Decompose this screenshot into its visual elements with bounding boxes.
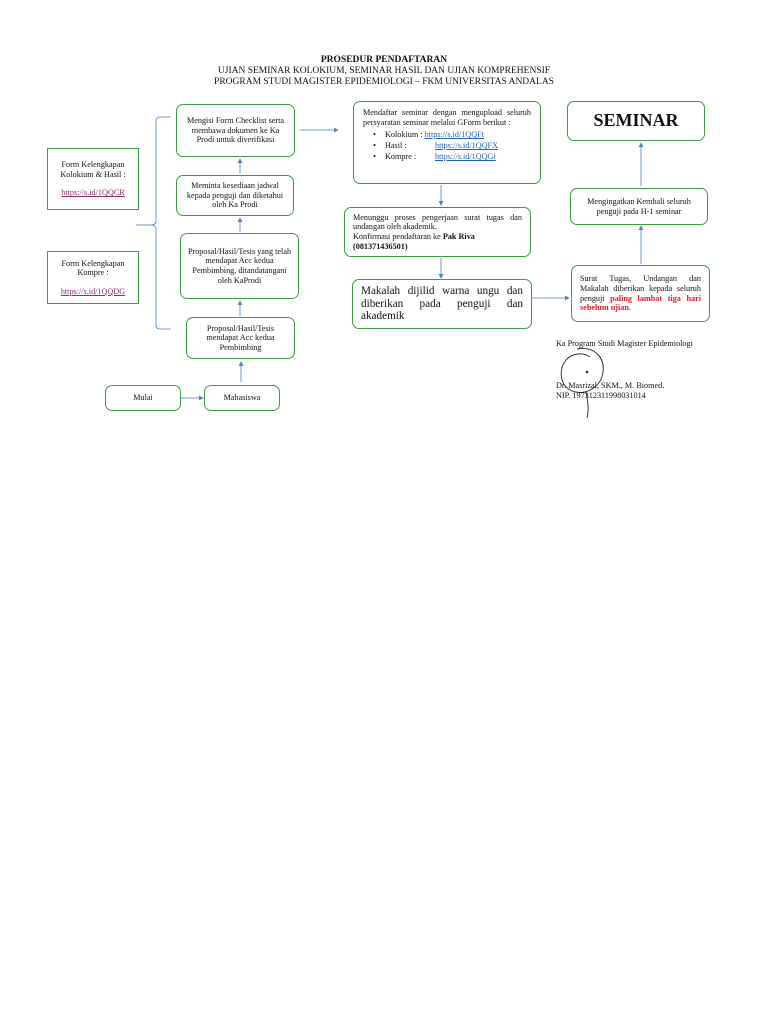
start-label: Mulai (133, 393, 153, 403)
makalah-label: Makalah dijilid warna ungu dan diberikan pada penguji dan akademik (361, 285, 523, 323)
step-schedule-label: Meminta kesediaan jadwal kepada penguji dan diketahui oleh Ka Prodi (186, 181, 284, 210)
step-checklist-box (176, 104, 295, 157)
form-kolokium-label: Form Kelengkapan Kolokium & Hasil : (60, 160, 126, 179)
contact-phone: (081371436501) (353, 241, 408, 251)
signature-nip: NIP. 197312311998031014 (556, 391, 646, 400)
register-link-hasil[interactable]: https://s.id/1QQFX (435, 141, 499, 151)
page-subtitle: UJIAN SEMINAR KOLOKIUM, SEMINAR HASIL DAN UJIAN KOMPREHENSIF (217, 66, 551, 76)
bracket-left (151, 117, 171, 329)
makalah-box (352, 279, 532, 329)
page-title: PROSEDUR PENDAFTARAN (320, 55, 448, 65)
surat-label: Surat Tugas, Undangan dan Makalah diberikan kepada seluruh penguji paling lambat tiga hari sebelum ujian. (580, 274, 702, 313)
register-item-kolokium: • Kolokium : https://s.id/1QQFt (385, 129, 531, 140)
register-box (353, 101, 541, 184)
surat-deadline: paling lambat tiga hari sebelum ujian (580, 293, 702, 313)
waiting-box (344, 207, 531, 257)
step-acc-label: Proposal/Hasil/Tesis mendapat Acc kedua Pembimbing (206, 323, 275, 352)
form-kompre-link[interactable]: https://s.id/1QQDG (60, 286, 126, 296)
step-signed-label: Proposal/Hasil/Tesis yang telah mendapat Acc kedua Pembimbing, ditandatangani oleh KaProdi (187, 246, 292, 285)
seminar-label: SEMINAR (593, 110, 679, 131)
register-link-kolokium[interactable]: https://s.id/1QQFt (424, 130, 484, 140)
step-checklist-label: Mengisi Form Checklist serta membawa dokumen ke Ka Prodi untuk diverifikasi (186, 116, 285, 145)
step-acc-box (186, 317, 295, 359)
surat-box (571, 265, 710, 322)
form-kompre-label: Form Kelengkapan Kompre : (61, 258, 125, 278)
remind-label: Mengingatkan Kembali seluruh penguji pada H-1 seminar (587, 196, 691, 216)
signature-name: Dr. Masrizal, SKM., M. Biomed. (556, 381, 665, 390)
seminar-box (567, 101, 705, 141)
mahasiswa-label: Mahasiswa (223, 393, 261, 403)
form-kompre-box (47, 251, 139, 304)
start-box (105, 385, 181, 411)
step-signed-box (180, 233, 299, 299)
register-item-hasil: • Hasil : https://s.id/1QQFX (385, 140, 531, 151)
register-intro: Mendaftar seminar dengan mengupload seluruh persyaratan seminar melalui GForm berikut : (363, 108, 531, 127)
register-list (363, 129, 531, 162)
step-schedule-box (176, 175, 294, 216)
waiting-text: Menunggu proses pengerjaan surat tugas dan undangan oleh akademik. (353, 212, 522, 232)
register-item-kompre: • Kompre : https://s.id/1QQGi (385, 151, 531, 162)
form-kolokium-link[interactable]: https://s.id/1QQCR (61, 188, 125, 198)
form-kolokium-box (47, 148, 139, 210)
signature-title: Ka Program Studi Magister Epidemiologi (556, 339, 693, 348)
page-program: PROGRAM STUDI MAGISTER EPIDEMIOLOGI – FKM UNIVERSITAS ANDALAS (214, 77, 554, 87)
remind-box (570, 188, 708, 225)
register-link-kompre[interactable]: https://s.id/1QQGi (435, 152, 496, 162)
mahasiswa-box (204, 385, 280, 411)
waiting-confirm: Konfirmasi pendaftaran ke Pak Riva (353, 232, 475, 241)
contact-name: Pak Riva (442, 232, 475, 241)
